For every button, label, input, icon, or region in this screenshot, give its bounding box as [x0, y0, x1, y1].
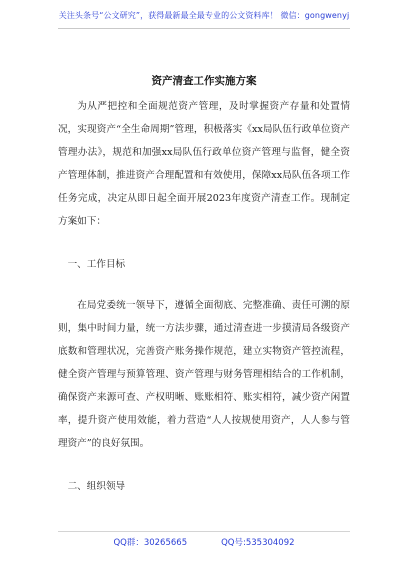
- intro-paragraph: 为从严把控和全面规范资产管理，及时掌握资产存量和处置情况，实现资产“全生命周期”管理，积极落实《xx局队伍行政单位资产管理办法》，规范和加强xx局队伍行政单位资产管理与监督，健全资产管理体制，推进资产合理配置和有效使用，保障xx局队伍各项工作任务完成，决定从即日起全面开展2023年度资产清查工作。现制定方案如下：: [58, 101, 350, 227]
- goals-paragraph: 在局党委统一领导下，遵循全面彻底、完整准确、责任可溯的原则，集中时间力量，统一方法步骤，通过清查进一步摸清局各级资产底数和管理状况，完善资产账务操作规范，建立实物资产管控流程，健全资产管理与预算管理、资产管理与财务管理相结合的工作机制，确保资产来源可查、产权明晰、账账相符、账实相符，减少资产闲置率，提升资产使用效能，着力营造“人人按规使用资产，人人参与管理资产”的良好氛围。: [58, 300, 350, 449]
- footer-contact: [0, 536, 408, 548]
- footer-qq-group: QQ群：30265665: [113, 538, 188, 548]
- header-banner: 关注头条号“公文研究”，获得最新最全最专业的公文资料库！ 微信：gongwenyj: [58, 11, 350, 20]
- footer-qq-number: QQ号:535304092: [221, 538, 295, 548]
- header-divider: [58, 28, 350, 29]
- footer-divider: [58, 531, 350, 532]
- section-heading-leadership: 二、组织领导: [67, 481, 126, 492]
- section-heading-goals: 一、工作目标: [67, 259, 126, 270]
- document-body: [58, 95, 350, 516]
- document-title: 资产清查工作实施方案: [151, 75, 257, 87]
